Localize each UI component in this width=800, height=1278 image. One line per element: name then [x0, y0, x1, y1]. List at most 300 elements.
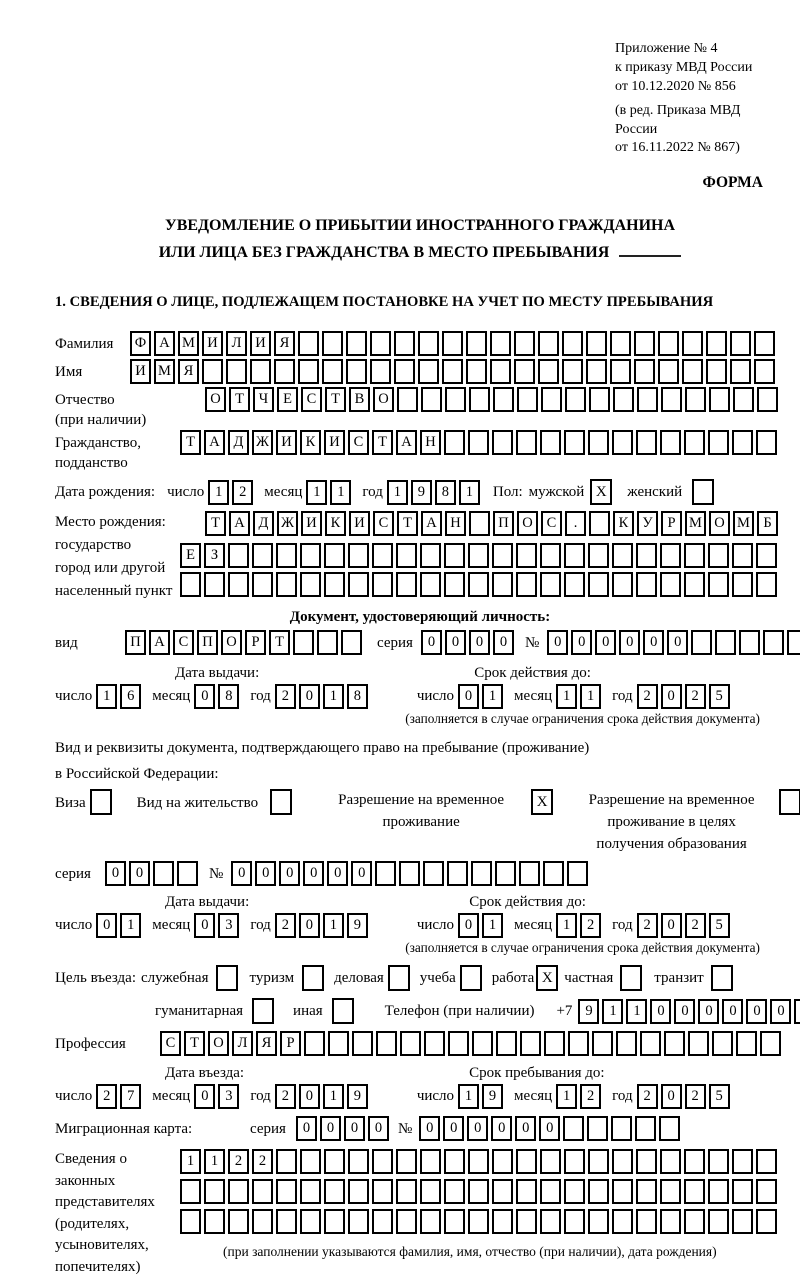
char-cell[interactable]: К [613, 511, 634, 536]
char-cell[interactable] [228, 1179, 249, 1204]
char-cell[interactable] [763, 630, 784, 655]
char-cell[interactable]: И [349, 511, 370, 536]
char-cell[interactable] [562, 359, 583, 384]
entry-day[interactable] [96, 1084, 144, 1109]
char-cell[interactable]: 8 [435, 480, 456, 505]
char-cell[interactable] [442, 359, 463, 384]
char-cell[interactable]: 0 [547, 630, 568, 655]
char-cell[interactable]: 0 [661, 913, 682, 938]
char-cell[interactable]: В [349, 387, 370, 412]
char-cell[interactable]: 0 [458, 684, 479, 709]
char-cell[interactable]: 8 [218, 684, 239, 709]
char-cell[interactable] [588, 1149, 609, 1174]
char-cell[interactable]: М [154, 359, 175, 384]
char-cell[interactable] [372, 572, 393, 597]
char-cell[interactable] [492, 1209, 513, 1234]
char-cell[interactable]: М [685, 511, 706, 536]
char-cell[interactable] [538, 331, 559, 356]
char-cell[interactable] [540, 1179, 561, 1204]
char-cell[interactable] [372, 1179, 393, 1204]
char-cell[interactable] [732, 430, 753, 455]
char-cell[interactable]: 0 [746, 999, 767, 1024]
char-cell[interactable] [252, 1209, 273, 1234]
char-cell[interactable] [445, 387, 466, 412]
doc-series-boxes[interactable] [421, 630, 517, 655]
char-cell[interactable] [388, 965, 410, 991]
char-cell[interactable] [300, 572, 321, 597]
char-cell[interactable] [317, 630, 338, 655]
char-cell[interactable] [736, 1031, 757, 1056]
char-cell[interactable]: 0 [299, 684, 320, 709]
char-cell[interactable] [496, 1031, 517, 1056]
char-cell[interactable] [424, 1031, 445, 1056]
representatives-row3-boxes[interactable] [180, 1209, 785, 1234]
char-cell[interactable] [664, 1031, 685, 1056]
char-cell[interactable]: 1 [556, 684, 577, 709]
char-cell[interactable]: 0 [351, 861, 372, 886]
char-cell[interactable] [346, 331, 367, 356]
char-cell[interactable] [394, 359, 415, 384]
char-cell[interactable] [375, 861, 396, 886]
char-cell[interactable]: 0 [194, 1084, 215, 1109]
char-cell[interactable] [180, 1179, 201, 1204]
char-cell[interactable]: 0 [299, 913, 320, 938]
char-cell[interactable]: 2 [96, 1084, 117, 1109]
char-cell[interactable] [612, 543, 633, 568]
char-cell[interactable]: С [160, 1031, 181, 1056]
char-cell[interactable]: И [130, 359, 151, 384]
char-cell[interactable]: 5 [709, 684, 730, 709]
char-cell[interactable] [516, 430, 537, 455]
char-cell[interactable]: Р [245, 630, 266, 655]
char-cell[interactable] [684, 543, 705, 568]
residence-valid-month[interactable] [556, 913, 604, 938]
char-cell[interactable] [661, 387, 682, 412]
char-cell[interactable] [468, 430, 489, 455]
char-cell[interactable] [732, 1179, 753, 1204]
char-cell[interactable] [420, 543, 441, 568]
char-cell[interactable]: О [709, 511, 730, 536]
char-cell[interactable] [540, 1209, 561, 1234]
char-cell[interactable] [516, 543, 537, 568]
char-cell[interactable]: Я [274, 331, 295, 356]
char-cell[interactable] [252, 998, 274, 1024]
char-cell[interactable]: 0 [344, 1116, 365, 1141]
char-cell[interactable]: 1 [96, 684, 117, 709]
char-cell[interactable]: Т [397, 511, 418, 536]
char-cell[interactable]: О [208, 1031, 229, 1056]
char-cell[interactable]: 0 [105, 861, 126, 886]
char-cell[interactable]: 0 [320, 1116, 341, 1141]
char-cell[interactable] [348, 1209, 369, 1234]
char-cell[interactable] [610, 331, 631, 356]
char-cell[interactable] [636, 1149, 657, 1174]
char-cell[interactable]: 1 [482, 684, 503, 709]
representatives-row2-boxes[interactable] [180, 1179, 785, 1204]
char-cell[interactable]: А [149, 630, 170, 655]
char-cell[interactable] [324, 1209, 345, 1234]
char-cell[interactable] [684, 430, 705, 455]
char-cell[interactable] [779, 789, 800, 815]
char-cell[interactable] [613, 387, 634, 412]
char-cell[interactable] [692, 479, 714, 505]
char-cell[interactable]: Я [178, 359, 199, 384]
char-cell[interactable] [544, 1031, 565, 1056]
char-cell[interactable] [370, 331, 391, 356]
char-cell[interactable] [490, 359, 511, 384]
char-cell[interactable] [460, 965, 482, 991]
char-cell[interactable]: М [733, 511, 754, 536]
char-cell[interactable] [730, 331, 751, 356]
char-cell[interactable] [228, 543, 249, 568]
char-cell[interactable]: С [541, 511, 562, 536]
char-cell[interactable]: 1 [556, 1084, 577, 1109]
char-cell[interactable]: 0 [515, 1116, 536, 1141]
char-cell[interactable] [202, 359, 223, 384]
char-cell[interactable] [276, 543, 297, 568]
char-cell[interactable]: 0 [595, 630, 616, 655]
char-cell[interactable] [216, 965, 238, 991]
char-cell[interactable] [396, 1209, 417, 1234]
char-cell[interactable] [732, 1149, 753, 1174]
char-cell[interactable] [396, 1149, 417, 1174]
migration-number-boxes[interactable] [419, 1116, 683, 1141]
purpose-other-checkbox[interactable] [332, 998, 357, 1024]
char-cell[interactable] [565, 387, 586, 412]
residence-issue-month[interactable] [194, 913, 242, 938]
char-cell[interactable]: 0 [255, 861, 276, 886]
char-cell[interactable]: 9 [411, 480, 432, 505]
birthplace-row3-boxes[interactable] [180, 572, 785, 597]
char-cell[interactable] [612, 1149, 633, 1174]
surname-boxes[interactable] [130, 331, 778, 356]
char-cell[interactable]: X [590, 479, 612, 505]
char-cell[interactable]: О [205, 387, 226, 412]
char-cell[interactable] [660, 543, 681, 568]
char-cell[interactable] [324, 543, 345, 568]
birthplace-row2-boxes[interactable] [180, 543, 785, 568]
char-cell[interactable]: X [531, 789, 553, 815]
char-cell[interactable] [300, 543, 321, 568]
char-cell[interactable] [324, 572, 345, 597]
char-cell[interactable] [466, 359, 487, 384]
char-cell[interactable] [396, 1179, 417, 1204]
char-cell[interactable]: 1 [323, 1084, 344, 1109]
char-cell[interactable] [660, 1209, 681, 1234]
char-cell[interactable]: 0 [419, 1116, 440, 1141]
char-cell[interactable]: 5 [709, 1084, 730, 1109]
purpose-transit-checkbox[interactable] [711, 965, 736, 991]
char-cell[interactable]: 0 [279, 861, 300, 886]
char-cell[interactable] [540, 1149, 561, 1174]
char-cell[interactable] [787, 630, 800, 655]
char-cell[interactable]: 0 [493, 630, 514, 655]
char-cell[interactable] [396, 543, 417, 568]
birth-day-boxes[interactable] [208, 480, 256, 505]
char-cell[interactable] [469, 511, 490, 536]
char-cell[interactable] [490, 331, 511, 356]
char-cell[interactable] [370, 359, 391, 384]
char-cell[interactable] [276, 572, 297, 597]
char-cell[interactable] [204, 572, 225, 597]
char-cell[interactable] [468, 1209, 489, 1234]
char-cell[interactable] [204, 1209, 225, 1234]
char-cell[interactable] [228, 572, 249, 597]
char-cell[interactable] [421, 387, 442, 412]
char-cell[interactable]: И [276, 430, 297, 455]
char-cell[interactable] [517, 387, 538, 412]
char-cell[interactable]: 0 [96, 913, 117, 938]
char-cell[interactable]: О [221, 630, 242, 655]
char-cell[interactable] [756, 1149, 777, 1174]
char-cell[interactable]: 0 [445, 630, 466, 655]
char-cell[interactable]: 2 [275, 1084, 296, 1109]
char-cell[interactable] [153, 861, 174, 886]
char-cell[interactable]: З [204, 543, 225, 568]
char-cell[interactable] [346, 359, 367, 384]
char-cell[interactable]: 2 [580, 913, 601, 938]
char-cell[interactable] [252, 1179, 273, 1204]
char-cell[interactable] [564, 543, 585, 568]
char-cell[interactable] [711, 965, 733, 991]
char-cell[interactable]: Д [228, 430, 249, 455]
char-cell[interactable] [322, 331, 343, 356]
char-cell[interactable]: 9 [578, 999, 599, 1024]
entry-month[interactable] [194, 1084, 242, 1109]
char-cell[interactable]: И [324, 430, 345, 455]
char-cell[interactable] [658, 331, 679, 356]
char-cell[interactable]: . [565, 511, 586, 536]
char-cell[interactable]: 1 [580, 684, 601, 709]
char-cell[interactable]: 1 [180, 1149, 201, 1174]
char-cell[interactable] [298, 331, 319, 356]
char-cell[interactable] [293, 630, 314, 655]
char-cell[interactable]: 2 [637, 1084, 658, 1109]
char-cell[interactable]: 0 [467, 1116, 488, 1141]
char-cell[interactable]: 0 [327, 861, 348, 886]
char-cell[interactable] [588, 543, 609, 568]
char-cell[interactable] [756, 1179, 777, 1204]
char-cell[interactable] [444, 1149, 465, 1174]
char-cell[interactable] [564, 1149, 585, 1174]
char-cell[interactable] [442, 331, 463, 356]
char-cell[interactable] [684, 1149, 705, 1174]
char-cell[interactable] [516, 572, 537, 597]
char-cell[interactable] [372, 543, 393, 568]
char-cell[interactable] [708, 543, 729, 568]
char-cell[interactable] [586, 331, 607, 356]
char-cell[interactable] [543, 861, 564, 886]
char-cell[interactable] [492, 1149, 513, 1174]
char-cell[interactable] [447, 861, 468, 886]
char-cell[interactable]: 0 [667, 630, 688, 655]
char-cell[interactable]: Ж [277, 511, 298, 536]
char-cell[interactable]: 5 [709, 913, 730, 938]
char-cell[interactable]: 0 [231, 861, 252, 886]
char-cell[interactable]: 8 [347, 684, 368, 709]
char-cell[interactable] [708, 430, 729, 455]
char-cell[interactable]: 1 [306, 480, 327, 505]
char-cell[interactable]: С [301, 387, 322, 412]
char-cell[interactable] [636, 1209, 657, 1234]
char-cell[interactable]: К [325, 511, 346, 536]
char-cell[interactable] [418, 359, 439, 384]
doc-issue-month[interactable] [194, 684, 242, 709]
char-cell[interactable] [492, 430, 513, 455]
char-cell[interactable] [564, 430, 585, 455]
char-cell[interactable] [636, 430, 657, 455]
char-cell[interactable] [756, 543, 777, 568]
char-cell[interactable]: О [373, 387, 394, 412]
char-cell[interactable] [420, 1209, 441, 1234]
char-cell[interactable]: П [125, 630, 146, 655]
citizenship-boxes[interactable] [180, 430, 780, 455]
char-cell[interactable] [564, 572, 585, 597]
birth-year-boxes[interactable] [387, 480, 483, 505]
char-cell[interactable] [226, 359, 247, 384]
doc-valid-month[interactable] [556, 684, 604, 709]
char-cell[interactable] [420, 1149, 441, 1174]
female-checkbox[interactable] [692, 479, 717, 505]
char-cell[interactable] [611, 1116, 632, 1141]
char-cell[interactable]: 0 [194, 913, 215, 938]
char-cell[interactable]: 2 [685, 1084, 706, 1109]
residence-issue-day[interactable] [96, 913, 144, 938]
char-cell[interactable]: 1 [323, 684, 344, 709]
char-cell[interactable] [324, 1179, 345, 1204]
doc-valid-day[interactable] [458, 684, 506, 709]
char-cell[interactable] [180, 572, 201, 597]
char-cell[interactable] [564, 1179, 585, 1204]
char-cell[interactable]: Д [253, 511, 274, 536]
purpose-tourism-checkbox[interactable] [302, 965, 327, 991]
char-cell[interactable]: 1 [208, 480, 229, 505]
char-cell[interactable]: Л [226, 331, 247, 356]
char-cell[interactable] [756, 430, 777, 455]
char-cell[interactable]: 2 [637, 684, 658, 709]
char-cell[interactable] [276, 1209, 297, 1234]
char-cell[interactable]: 0 [698, 999, 719, 1024]
char-cell[interactable] [540, 430, 561, 455]
char-cell[interactable]: 2 [228, 1149, 249, 1174]
char-cell[interactable] [658, 359, 679, 384]
char-cell[interactable] [538, 359, 559, 384]
stay-year[interactable] [637, 1084, 733, 1109]
char-cell[interactable]: 1 [459, 480, 480, 505]
char-cell[interactable] [302, 965, 324, 991]
char-cell[interactable] [348, 1149, 369, 1174]
char-cell[interactable]: С [373, 511, 394, 536]
char-cell[interactable] [708, 1209, 729, 1234]
char-cell[interactable] [612, 1179, 633, 1204]
char-cell[interactable] [634, 331, 655, 356]
doc-issue-year[interactable] [275, 684, 371, 709]
char-cell[interactable] [492, 543, 513, 568]
char-cell[interactable]: И [250, 331, 271, 356]
birthplace-row1-boxes[interactable] [205, 511, 785, 536]
char-cell[interactable] [564, 1209, 585, 1234]
char-cell[interactable]: Т [372, 430, 393, 455]
char-cell[interactable]: 0 [770, 999, 791, 1024]
char-cell[interactable]: Т [205, 511, 226, 536]
char-cell[interactable] [300, 1179, 321, 1204]
char-cell[interactable]: С [173, 630, 194, 655]
char-cell[interactable] [180, 1209, 201, 1234]
char-cell[interactable]: И [202, 331, 223, 356]
char-cell[interactable]: А [204, 430, 225, 455]
char-cell[interactable] [636, 1179, 657, 1204]
char-cell[interactable] [495, 861, 516, 886]
char-cell[interactable] [448, 1031, 469, 1056]
char-cell[interactable] [635, 1116, 656, 1141]
char-cell[interactable] [348, 572, 369, 597]
char-cell[interactable] [468, 1179, 489, 1204]
char-cell[interactable]: 2 [685, 913, 706, 938]
char-cell[interactable] [684, 1179, 705, 1204]
char-cell[interactable] [420, 572, 441, 597]
char-cell[interactable] [682, 359, 703, 384]
char-cell[interactable] [756, 1209, 777, 1234]
char-cell[interactable] [252, 572, 273, 597]
char-cell[interactable]: А [154, 331, 175, 356]
char-cell[interactable] [586, 359, 607, 384]
char-cell[interactable]: Р [661, 511, 682, 536]
char-cell[interactable] [276, 1149, 297, 1174]
char-cell[interactable] [228, 1209, 249, 1234]
char-cell[interactable]: 0 [421, 630, 442, 655]
char-cell[interactable] [204, 1179, 225, 1204]
char-cell[interactable] [757, 387, 778, 412]
char-cell[interactable] [516, 1179, 537, 1204]
char-cell[interactable] [754, 359, 775, 384]
char-cell[interactable] [372, 1149, 393, 1174]
char-cell[interactable] [634, 359, 655, 384]
char-cell[interactable] [540, 572, 561, 597]
stay-day[interactable] [458, 1084, 506, 1109]
char-cell[interactable] [732, 572, 753, 597]
char-cell[interactable] [588, 430, 609, 455]
char-cell[interactable] [394, 331, 415, 356]
char-cell[interactable] [588, 1209, 609, 1234]
char-cell[interactable] [444, 430, 465, 455]
char-cell[interactable]: 9 [347, 913, 368, 938]
char-cell[interactable]: 3 [218, 913, 239, 938]
char-cell[interactable]: 0 [491, 1116, 512, 1141]
char-cell[interactable]: Т [184, 1031, 205, 1056]
char-cell[interactable] [660, 430, 681, 455]
char-cell[interactable]: 1 [482, 913, 503, 938]
char-cell[interactable]: 0 [650, 999, 671, 1024]
char-cell[interactable]: 3 [218, 1084, 239, 1109]
char-cell[interactable] [444, 543, 465, 568]
char-cell[interactable] [177, 861, 198, 886]
char-cell[interactable] [444, 1179, 465, 1204]
char-cell[interactable] [471, 861, 492, 886]
char-cell[interactable] [324, 1149, 345, 1174]
char-cell[interactable] [376, 1031, 397, 1056]
char-cell[interactable]: Т [325, 387, 346, 412]
char-cell[interactable] [640, 1031, 661, 1056]
char-cell[interactable] [420, 1179, 441, 1204]
char-cell[interactable] [418, 331, 439, 356]
char-cell[interactable]: 0 [458, 913, 479, 938]
residence-issue-year[interactable] [275, 913, 371, 938]
char-cell[interactable] [715, 630, 736, 655]
visa-checkbox[interactable] [90, 789, 115, 815]
representatives-row1-boxes[interactable] [180, 1149, 785, 1174]
char-cell[interactable] [562, 331, 583, 356]
profession-boxes[interactable] [160, 1031, 784, 1056]
